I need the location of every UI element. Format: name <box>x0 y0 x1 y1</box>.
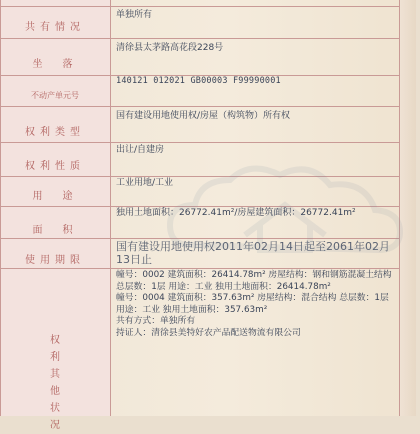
right-nature-value: 出让/自建房 <box>116 145 165 155</box>
other-status-label: 权利其他状况 <box>50 335 60 431</box>
other-status-block <box>116 270 396 339</box>
use-label: 用 途 <box>32 191 78 202</box>
divider <box>0 106 400 107</box>
divider <box>0 268 400 269</box>
page-edge <box>400 0 416 416</box>
unit-number-value: 140121 012021 GB00003 F99990001 <box>116 76 281 86</box>
area-label: 面 积 <box>32 225 78 236</box>
divider <box>0 206 400 207</box>
other-line-building-0004: 幢号：0004 建筑面积：357.63m² 房屋结构：混合结构 总层数：1层 用途：工业 独用土地面积：357.63m² <box>116 293 389 315</box>
period-value: 国有建设用地使用权2011年02月14日起至2061年02月13日止 <box>116 240 390 266</box>
divider <box>0 38 400 39</box>
other-line-co-ownership: 共有方式：单独所有 <box>116 316 196 326</box>
use-value: 工业用地/工业 <box>116 178 174 188</box>
other-line-building-0002: 幢号：0002 建筑面积：26414.78m² 房屋结构：钢和钢筋混凝土结构 总层数：1层 用途：工业 独用土地面积：26414.78m² <box>116 270 392 292</box>
divider <box>0 6 400 7</box>
right-nature-label: 权利性质 <box>25 161 85 172</box>
location-value: 清徐县太茅路高花段228号 <box>116 43 224 53</box>
right-type-label: 权利类型 <box>25 127 85 138</box>
divider <box>0 142 400 143</box>
area-value: 独用土地面积：26772.41m²/房屋建筑面积：26772.41m² <box>116 208 356 218</box>
divider <box>110 0 111 416</box>
other-line-holder: 持证人：清徐县美特好农产品配送物流有限公司 <box>116 327 301 338</box>
period-label: 使用期限 <box>25 255 85 266</box>
unit-number-label: 不动产单元号 <box>31 91 79 100</box>
ownership-value: 单独所有 <box>116 10 153 20</box>
ownership-label: 共有情况 <box>25 22 85 33</box>
location-label: 坐 落 <box>32 59 78 70</box>
divider <box>0 176 400 177</box>
divider <box>0 238 400 239</box>
divider <box>399 0 400 416</box>
right-type-value: 国有建设用地使用权/房屋（构筑物）所有权 <box>116 111 291 121</box>
